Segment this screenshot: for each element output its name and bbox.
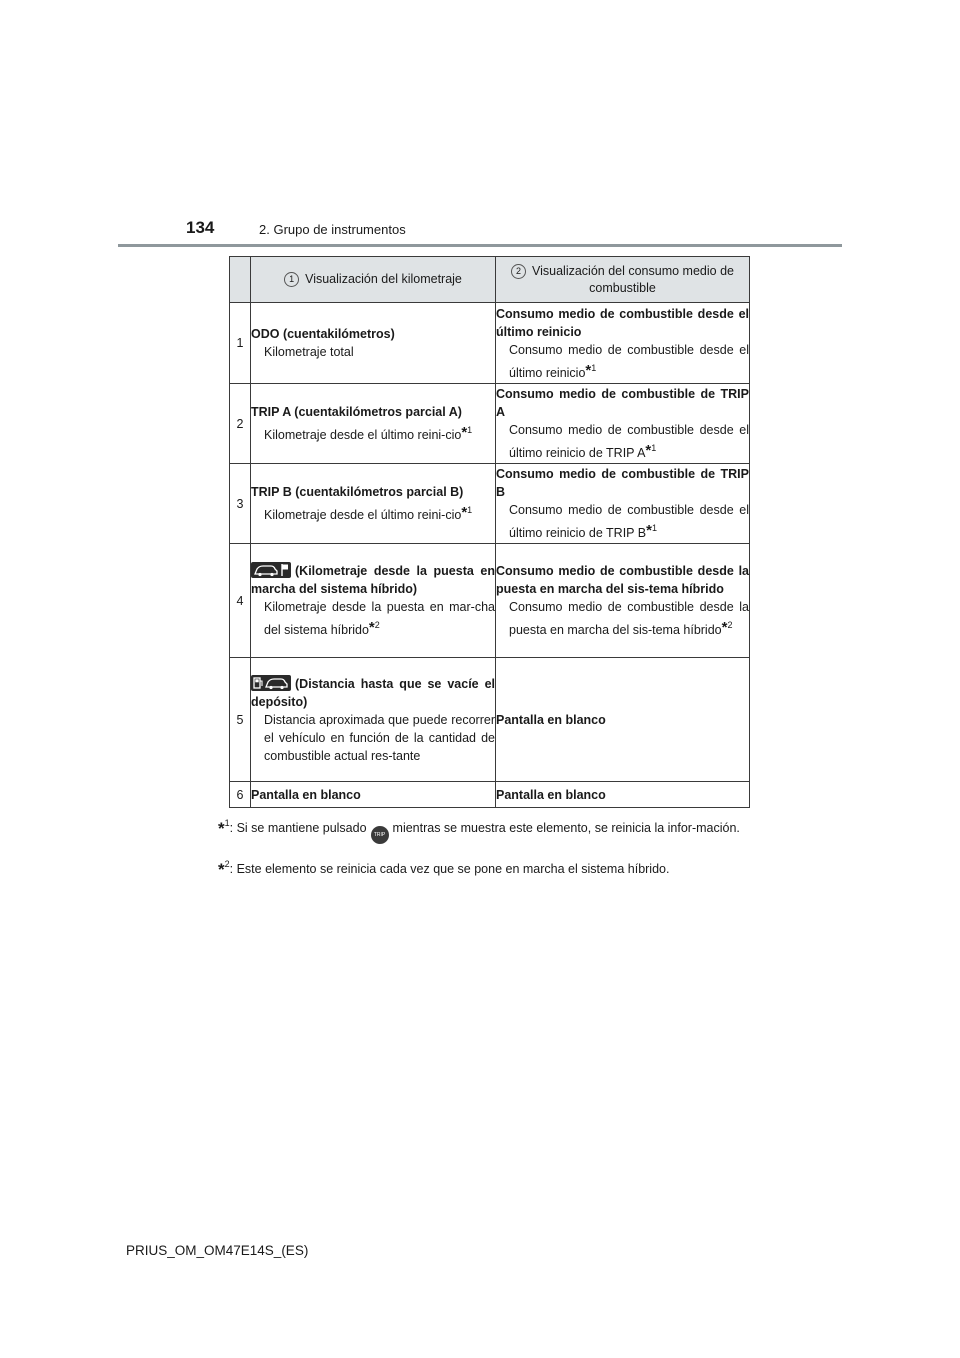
row-number: 3	[230, 464, 251, 544]
item-title: TRIP B (cuentakilómetros parcial B)	[251, 485, 464, 499]
item-title	[251, 562, 495, 598]
item-description	[496, 598, 749, 639]
item-description	[251, 598, 495, 639]
footnote-2	[218, 855, 758, 879]
table-row	[230, 658, 750, 782]
item-title: Pantalla en blanco	[496, 787, 606, 802]
odometer-cell	[251, 782, 496, 808]
circled-number-1: 1	[284, 272, 299, 287]
header-odometer-label: Visualización del kilometraje	[305, 272, 462, 287]
item-title: Consumo medio de combustible de TRIP A	[496, 387, 749, 419]
header-blank-cell	[230, 257, 251, 303]
desc-text: Consumo medio de combustible desde el último reinicio de TRIP A	[509, 423, 749, 460]
table-row	[230, 384, 750, 464]
footnote-star: *	[645, 442, 652, 459]
fuel-cell	[496, 384, 750, 464]
footnote-star: *	[585, 361, 592, 379]
fuel-cell	[496, 303, 750, 384]
footnote-star: *	[646, 522, 652, 539]
circled-number-2: 2	[511, 264, 526, 279]
desc-text: Kilometraje desde el último reini-cio	[264, 508, 462, 522]
item-title: Pantalla en blanco	[251, 787, 361, 802]
row-number: 4	[230, 544, 251, 658]
item-title: ODO (cuentakilómetros)	[251, 327, 395, 341]
odometer-cell	[251, 544, 496, 658]
odometer-cell	[251, 658, 496, 782]
item-description	[251, 501, 495, 524]
footnote-text-before: : Si se mantiene pulsado	[229, 821, 367, 835]
footnote-ref: 1	[467, 505, 473, 515]
desc-text: Consumo medio de combustible desde el último reinicio de TRIP B	[509, 503, 749, 540]
odometer-cell	[251, 384, 496, 464]
title-text: (Kilometraje desde la puesta en marcha del sistema híbrido)	[251, 564, 495, 596]
item-description	[496, 341, 749, 382]
footnote-star: *	[368, 619, 375, 636]
header-fuel-column	[496, 257, 750, 303]
fuel-cell	[496, 544, 750, 658]
item-description: Kilometraje total	[264, 345, 354, 359]
footnote-ref: 2	[224, 859, 230, 869]
footnote-ref: 1	[224, 818, 230, 828]
footnote-star: *	[461, 424, 468, 441]
section-title: 2. Grupo de instrumentos	[259, 222, 406, 237]
footnote-star: *	[461, 504, 468, 521]
item-description	[496, 421, 749, 462]
title-text: (Distancia hasta que se vacíe el depósito)	[251, 676, 495, 709]
footnote-ref: 1	[467, 425, 473, 435]
item-title: Consumo medio de combustible desde la puesta en marcha del sis-tema híbrido	[496, 564, 749, 596]
fuel-cell	[496, 658, 750, 782]
footnote-text: : Este elemento se reinicia cada vez que se pone en marcha el sistema híbrido.	[229, 862, 670, 876]
footnote-ref: 2	[374, 620, 380, 630]
row-number: 6	[230, 782, 251, 808]
item-description	[496, 501, 749, 542]
row-number: 2	[230, 384, 251, 464]
fuel-cell	[496, 464, 750, 544]
row-number: 5	[230, 658, 251, 782]
display-items-table	[229, 256, 750, 808]
item-title	[251, 675, 495, 711]
footnote-star: *	[218, 860, 225, 879]
table-row	[230, 544, 750, 658]
table-row	[230, 303, 750, 384]
footnote-ref: 2	[727, 620, 733, 630]
desc-text: Consumo medio de combustible desde el último reinicio	[509, 342, 749, 380]
footnote-text-after: mientras se muestra este elemento, se reinicia la infor-mación.	[392, 821, 740, 835]
desc-text: Kilometraje desde la puesta en mar-cha del sistema híbrido	[264, 600, 495, 637]
item-description: Distancia aproximada que puede recorrer el vehículo en función de la cantidad de combustible actual res-tante	[264, 712, 495, 763]
footnote-ref: 1	[591, 362, 597, 373]
fuel-pump-car-icon	[251, 675, 291, 691]
fuel-cell	[496, 782, 750, 808]
car-flag-icon	[251, 562, 291, 578]
desc-text: Consumo medio de combustible desde la puesta en marcha del sis-tema híbrido	[509, 600, 749, 637]
item-title: TRIP A (cuentakilómetros parcial A)	[251, 405, 462, 419]
row-number: 1	[230, 303, 251, 384]
footnote-star: *	[721, 619, 728, 636]
table-header-row	[230, 257, 750, 303]
odometer-cell	[251, 303, 496, 384]
page-number: 134	[186, 218, 215, 237]
header-rule	[118, 244, 842, 247]
table-row	[230, 464, 750, 544]
document-code: PRIUS_OM_OM47E14S_(ES)	[126, 1243, 309, 1258]
header-fuel-label: Visualización del consumo medio de combustible	[532, 263, 734, 295]
item-description	[251, 421, 495, 444]
footnote-ref: 1	[651, 523, 657, 533]
item-title: Pantalla en blanco	[496, 712, 606, 727]
desc-text: Kilometraje desde el último reini-cio	[264, 428, 462, 442]
footnote-ref: 1	[651, 443, 657, 453]
item-title: Consumo medio de combustible desde el último reinicio	[496, 306, 749, 339]
header-odometer-column	[251, 257, 496, 303]
footnote-1	[218, 814, 758, 844]
trip-button-icon: TRIP	[371, 826, 389, 844]
footnote-star: *	[218, 819, 225, 838]
odometer-cell	[251, 464, 496, 544]
table-row	[230, 782, 750, 808]
item-title: Consumo medio de combustible de TRIP B	[496, 467, 749, 499]
